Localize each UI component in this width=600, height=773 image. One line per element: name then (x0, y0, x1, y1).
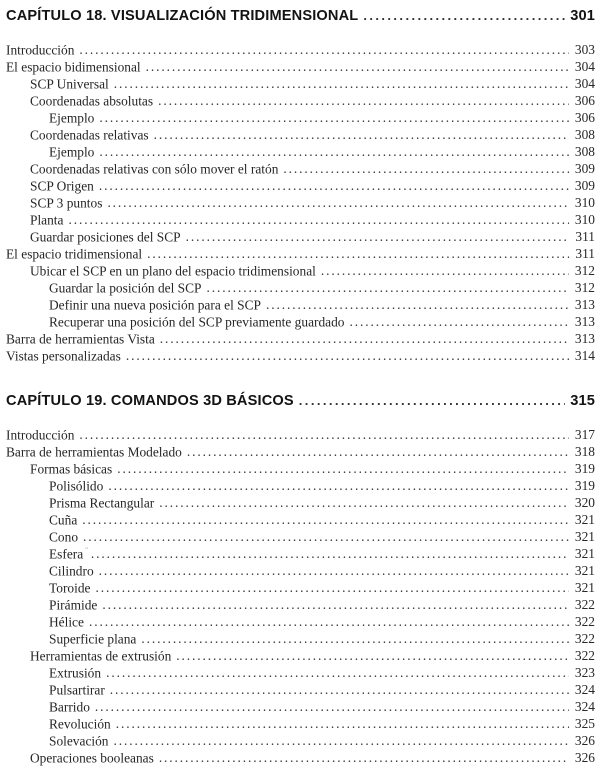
dot-leader (299, 392, 565, 410)
entry-title: Ejemplo (49, 144, 95, 160)
chapter-page-number: 301 (570, 8, 595, 24)
toc-content (6, 7, 595, 766)
toc-entry-row (6, 423, 595, 443)
entry-title: SCP Universal (30, 76, 109, 92)
toc-entry-row (6, 72, 595, 92)
entry-page-number: 308 (574, 127, 595, 143)
dot-leader (91, 545, 569, 562)
toc-entry-row (6, 644, 595, 664)
entry-page-number: 311 (575, 229, 595, 245)
dot-leader (363, 7, 565, 25)
entry-page-number: 306 (574, 110, 595, 126)
dot-leader (79, 41, 569, 58)
dot-leader (95, 579, 569, 596)
entry-title: Operaciones booleanas (30, 750, 154, 766)
entry-title: Barra de herramientas Modelado (6, 444, 182, 460)
toc-entry-row (6, 293, 595, 313)
toc-entry-row (6, 123, 595, 143)
entry-list (6, 423, 595, 766)
dot-leader (116, 715, 569, 732)
toc-entry-row (6, 208, 595, 228)
dot-leader (159, 749, 569, 766)
entry-page-number: 303 (574, 42, 595, 58)
dot-leader (102, 596, 569, 613)
dot-leader (114, 732, 570, 749)
toc-entry-row (6, 542, 595, 562)
entry-title: Guardar posiciones del SCP (30, 229, 181, 245)
entry-page-number: 304 (574, 59, 595, 75)
dot-leader (187, 443, 569, 460)
toc-entry-row (6, 491, 595, 511)
entry-title: Ejemplo (49, 110, 95, 126)
entry-title: Hélice (49, 614, 84, 630)
toc-entry-row (6, 106, 595, 126)
entry-page-number: 313 (574, 331, 595, 347)
entry-title: Coordenadas absolutas (30, 93, 154, 109)
dot-leader (89, 613, 569, 630)
toc-entry-row (6, 276, 595, 296)
toc-entry-row (6, 729, 595, 749)
entry-page-number: 322 (574, 597, 595, 613)
entry-page-number: 318 (574, 444, 595, 460)
dot-leader (126, 347, 569, 364)
dot-leader (99, 177, 569, 194)
toc-entry-row (6, 174, 595, 194)
entry-title: Coordenadas relativas con sólo mover el ratón (30, 161, 279, 177)
dot-leader (106, 664, 569, 681)
dot-leader (146, 58, 569, 75)
toc-entry-row (6, 712, 595, 732)
entry-title: Ubicar el SCP en un plano del espacio tridimensional (30, 263, 316, 279)
entry-title: Definir una nueva posición para el SCP (49, 297, 261, 313)
dot-leader (159, 494, 569, 511)
dot-leader (110, 681, 569, 698)
toc-entry-row (6, 225, 595, 245)
entry-title: SCP 3 puntos (30, 195, 103, 211)
entry-title: Guardar la posición del SCP (49, 280, 202, 296)
entry-page-number: 319 (574, 461, 595, 477)
dot-leader (283, 160, 569, 177)
entry-title: Formas básicas (30, 461, 113, 477)
toc-entry-row (6, 593, 595, 613)
chapter-page-number: 315 (570, 393, 595, 409)
entry-page-number: 311 (575, 246, 595, 262)
entry-title: Extrusión (49, 665, 102, 681)
chapter-heading-row (6, 392, 595, 410)
toc-entry-row (6, 157, 595, 177)
toc-entry-row (6, 661, 595, 681)
dot-leader (154, 126, 569, 143)
toc-entry-row (6, 55, 595, 75)
entry-page-number: 321 (574, 563, 595, 579)
toc-entry-row (6, 259, 595, 279)
toc-entry-row (6, 559, 595, 579)
dot-leader (95, 698, 569, 715)
entry-page-number: 326 (574, 733, 595, 749)
entry-page-number: 312 (574, 263, 595, 279)
dot-leader (99, 109, 569, 126)
dot-leader (186, 228, 569, 245)
toc-section (6, 392, 595, 766)
entry-page-number: 325 (574, 716, 595, 732)
entry-title: Cono (49, 529, 79, 545)
entry-page-number: 321 (574, 512, 595, 528)
chapter-title: CAPÍTULO 18. VISUALIZACIÓN TRIDIMENSIONAL (6, 8, 359, 24)
entry-page-number: 324 (574, 699, 595, 715)
entry-page-number: 323 (574, 665, 595, 681)
entry-title: Barrido (49, 699, 90, 715)
dot-leader (117, 460, 569, 477)
entry-title: El espacio tridimensional (6, 246, 143, 262)
entry-list (6, 38, 595, 364)
toc-entry-row (6, 525, 595, 545)
entry-page-number: 312 (574, 280, 595, 296)
entry-page-number: 304 (574, 76, 595, 92)
entry-page-number: 314 (574, 348, 595, 364)
entry-title: SCP Origen (30, 178, 94, 194)
chapter-heading-row (6, 7, 595, 25)
dot-leader (108, 477, 569, 494)
entry-page-number: 321 (574, 580, 595, 596)
entry-page-number: 319 (574, 478, 595, 494)
entry-page-number: 321 (574, 546, 595, 562)
dot-leader (99, 562, 569, 579)
entry-page-number: 308 (574, 144, 595, 160)
toc-entry-row (6, 327, 595, 347)
entry-title: Introducción (6, 427, 75, 443)
toc-entry-row (6, 140, 595, 160)
toc-entry-row (6, 38, 595, 58)
entry-title: Introducción (6, 42, 75, 58)
entry-title: Revolución (49, 716, 111, 732)
toc-entry-row (6, 89, 595, 109)
entry-title: Barra de herramientas Vista (6, 331, 155, 347)
entry-title: Recuperar una posición del SCP previamente guardado (49, 314, 345, 330)
entry-title: Esfera ¨ (49, 546, 88, 562)
dot-leader (158, 92, 569, 109)
entry-page-number: 322 (574, 648, 595, 664)
toc-entry-row (6, 474, 595, 494)
toc-entry-row (6, 695, 595, 715)
dot-leader (321, 262, 569, 279)
toc-entry-row (6, 440, 595, 460)
entry-page-number: 326 (574, 750, 595, 766)
entry-page-number: 324 (574, 682, 595, 698)
entry-title: Herramientas de extrusión (30, 648, 172, 664)
toc-entry-row (6, 457, 595, 477)
dot-leader (82, 511, 569, 528)
toc-entry-row (6, 508, 595, 528)
dot-leader (114, 75, 569, 92)
toc-section (6, 7, 595, 364)
dot-leader (160, 330, 569, 347)
toc-entry-row (6, 344, 595, 364)
chapter-title: CAPÍTULO 19. COMANDOS 3D BÁSICOS (6, 393, 294, 409)
entry-page-number: 310 (574, 195, 595, 211)
entry-page-number: 317 (574, 427, 595, 443)
toc-entry-row (6, 310, 595, 330)
entry-title: Superficie plana (49, 631, 137, 647)
entry-title: Coordenadas relativas (30, 127, 149, 143)
toc-entry-row (6, 191, 595, 211)
entry-title: Cilindro (49, 563, 94, 579)
dot-leader (176, 647, 569, 664)
scan-artifact-mark: ¨ (85, 546, 88, 555)
entry-title: El espacio bidimensional (6, 59, 141, 75)
entry-title: Prisma Rectangular (49, 495, 155, 511)
toc-entry-row (6, 746, 595, 766)
entry-title: Solevación (49, 733, 109, 749)
entry-title: Polisólido (49, 478, 104, 494)
dot-leader (107, 194, 569, 211)
entry-page-number: 322 (574, 631, 595, 647)
toc-entry-row (6, 610, 595, 630)
toc-entry-row (6, 678, 595, 698)
entry-title: Pirámide (49, 597, 98, 613)
entry-title: Vistas personalizadas (6, 348, 121, 364)
dot-leader (83, 528, 569, 545)
entry-page-number: 313 (574, 314, 595, 330)
entry-page-number: 321 (574, 529, 595, 545)
dot-leader (141, 630, 569, 647)
entry-title: Cuña (49, 512, 78, 528)
entry-page-number: 320 (574, 495, 595, 511)
entry-page-number: 309 (574, 161, 595, 177)
entry-title: Pulsartirar (49, 682, 105, 698)
toc-entry-row (6, 242, 595, 262)
entry-title: Toroide (49, 580, 91, 596)
entry-page-number: 313 (574, 297, 595, 313)
entry-title: Planta (30, 212, 64, 228)
dot-leader (350, 313, 570, 330)
entry-page-number: 306 (574, 93, 595, 109)
toc-entry-row (6, 627, 595, 647)
entry-page-number: 309 (574, 178, 595, 194)
entry-page-number: 310 (574, 212, 595, 228)
entry-page-number: 322 (574, 614, 595, 630)
